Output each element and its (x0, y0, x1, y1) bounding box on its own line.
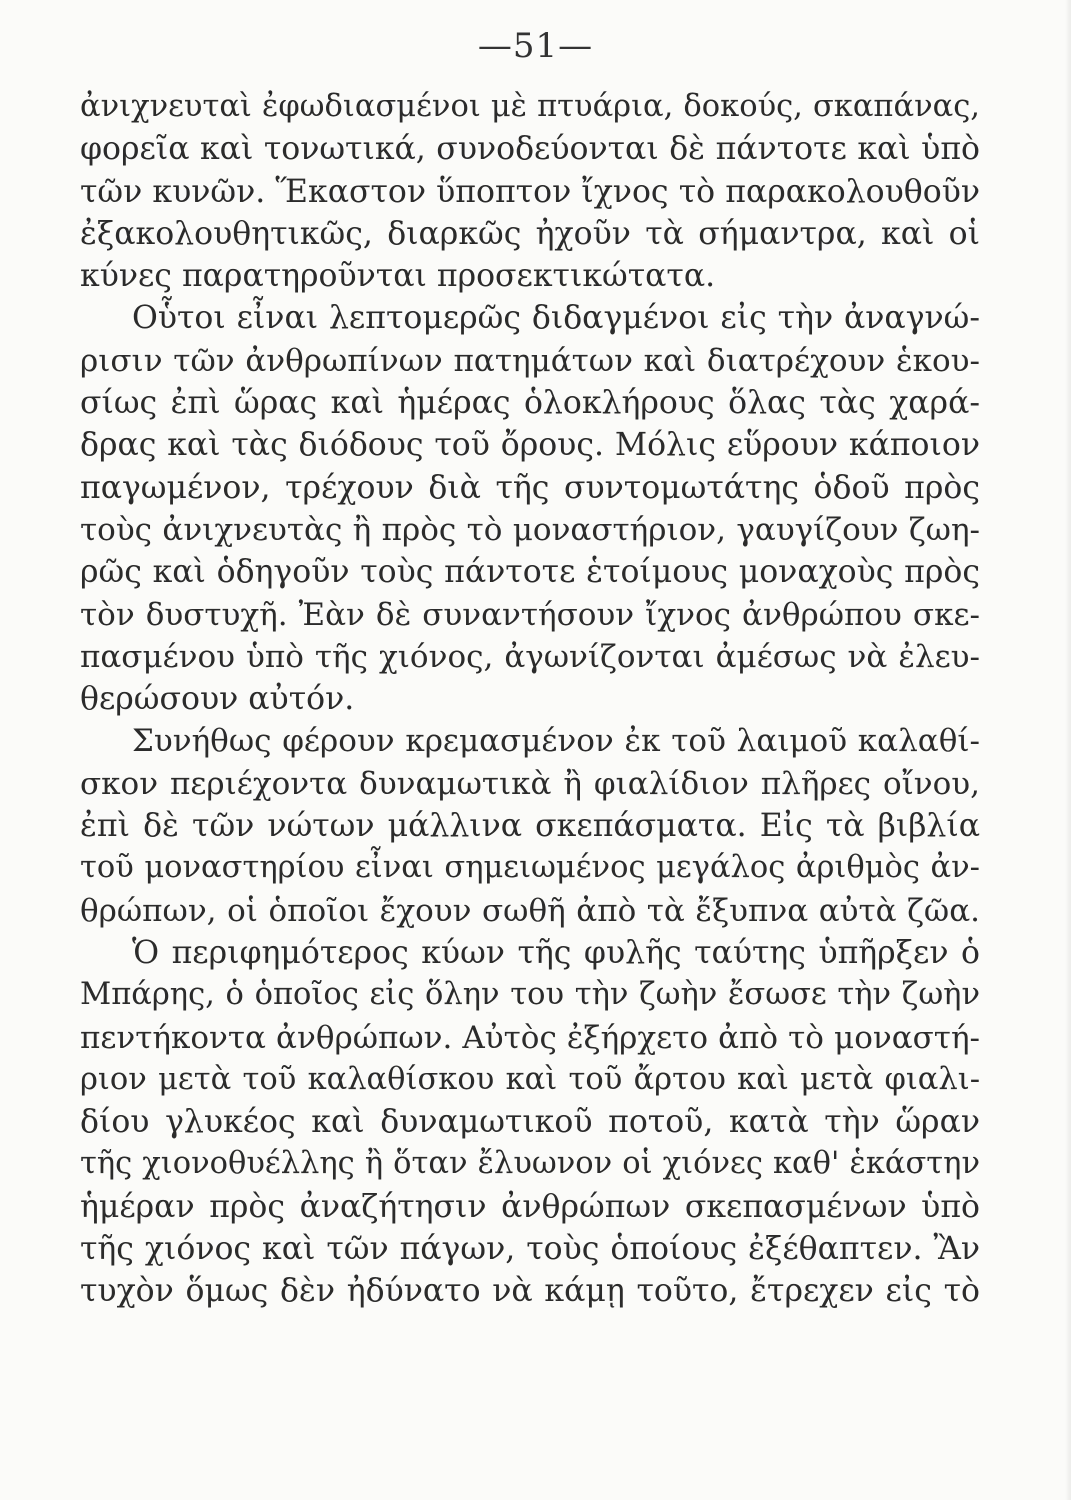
text-line: πασμένου ὑπὸ τῆς χιόνος, ἀγωνίζονται ἀμέσως νὰ ἐλευ- (80, 638, 980, 675)
text-line: κύνες παρατηροῦνται προσεκτικώτατα. (80, 258, 716, 295)
text-line: ἐπὶ δὲ τῶν νώτων μάλλινα σκεπάσματα. Εἰς τὰ βιβλία (80, 808, 980, 845)
text-line: ρῶς καὶ ὁδηγοῦν τοὺς πάντοτε ἑτοίμους μοναχοὺς πρὸς (80, 554, 980, 591)
text-line: τὸν δυστυχῆ. Ἐὰν δὲ συναντήσουν ἴχνος ἀνθρώπου σκε- (80, 596, 980, 633)
text-line: σκον περιέχοντα δυναμωτικὰ ἢ φιαλίδιον πλῆρες οἴνου, (80, 765, 980, 802)
text-line: δρας καὶ τὰς διόδους τοῦ ὄρους. Μόλις εὕρουν κάποιον (80, 427, 980, 464)
text-line: ἡμέραν πρὸς ἀναζήτησιν ἀνθρώπων σκεπασμένων ὑπὸ (80, 1188, 980, 1225)
text-line: ρισιν τῶν ἀνθρωπίνων πατημάτων καὶ διατρέχουν ἑκου- (80, 342, 980, 379)
page-number: —51— (477, 26, 594, 66)
text-line: θερώσουν αὐτόν. (80, 681, 355, 718)
text-line: παγωμένον, τρέχουν διὰ τῆς συντομωτάτης ὁδοῦ πρὸς (80, 469, 980, 506)
text-line: ριον μετὰ τοῦ καλαθίσκου καὶ τοῦ ἄρτου καὶ μετὰ φιαλι- (80, 1061, 980, 1097)
paragraph-start-line: Ὁ περιφημότερος κύων τῆς φυλῆς ταύτης ὑπῆρξεν ὁ (132, 934, 980, 971)
paragraph-start-line: Οὗτοι εἶναι λεπτομερῶς διδαγμένοι εἰς τὴν ἀναγνώ- (132, 300, 980, 337)
scan-edge-shadow (1065, 0, 1071, 1500)
text-line: φορεῖα καὶ τονωτικά, συνοδεύονται δὲ πάντοτε καὶ ὑπὸ (80, 131, 980, 168)
text-line: ἀνιχνευταὶ ἐφωδιασμένοι μὲ πτυάρια, δοκούς, σκαπάνας, (80, 89, 980, 124)
text-line: σίως ἐπὶ ὥρας καὶ ἡμέρας ὁλοκλήρους ὅλας τὰς χαρά- (80, 385, 980, 422)
text-line: τοῦ μοναστηρίου εἶναι σημειωμένος μεγάλος ἀριθμὸς ἀν- (80, 850, 980, 886)
text-line: τοὺς ἀνιχνευτὰς ἢ πρὸς τὸ μοναστήριον, γαυγίζουν ζωη- (80, 511, 980, 548)
text-line: ἐξακολουθητικῶς, διαρκῶς ἠχοῦν τὰ σήμαντρα, καὶ οἱ (80, 215, 980, 252)
text-line: τῶν κυνῶν. Ἕκαστον ὕποπτον ἴχνος τὸ παρακολουθοῦν (80, 173, 980, 210)
text-line: δίου γλυκέος καὶ δυναμωτικοῦ ποτοῦ, κατὰ τὴν ὥραν (80, 1104, 980, 1141)
text-line: θρώπων, οἱ ὁποῖοι ἔχουν σωθῆ ἀπὸ τὰ ἔξυπνα αὐτὰ ζῶα. (80, 892, 980, 929)
text-line: τυχὸν ὅμως δὲν ἠδύνατο νὰ κάμῃ τοῦτο, ἔτρεχεν εἰς τὸ (80, 1273, 980, 1310)
text-line: πεντήκοντα ἀνθρώπων. Αὐτὸς ἐξήρχετο ἀπὸ τὸ μοναστή- (80, 1019, 980, 1056)
body-text (80, 86, 980, 1313)
text-line: Μπάρης, ὁ ὁποῖος εἰς ὅλην του τὴν ζωὴν ἔσωσε τὴν ζωὴν (80, 977, 980, 1013)
text-line: τῆς χιονοθυέλλης ἢ ὅταν ἔλυωνον οἱ χιόνες καθ' ἑκάστην (80, 1146, 980, 1182)
text-line: τῆς χιόνος καὶ τῶν πάγων, τοὺς ὁποίους ἐξέθαπτεν. Ἂν (80, 1231, 980, 1268)
paragraph-start-line: Συνήθως φέρουν κρεμασμένον ἐκ τοῦ λαιμοῦ καλαθί- (132, 723, 980, 760)
